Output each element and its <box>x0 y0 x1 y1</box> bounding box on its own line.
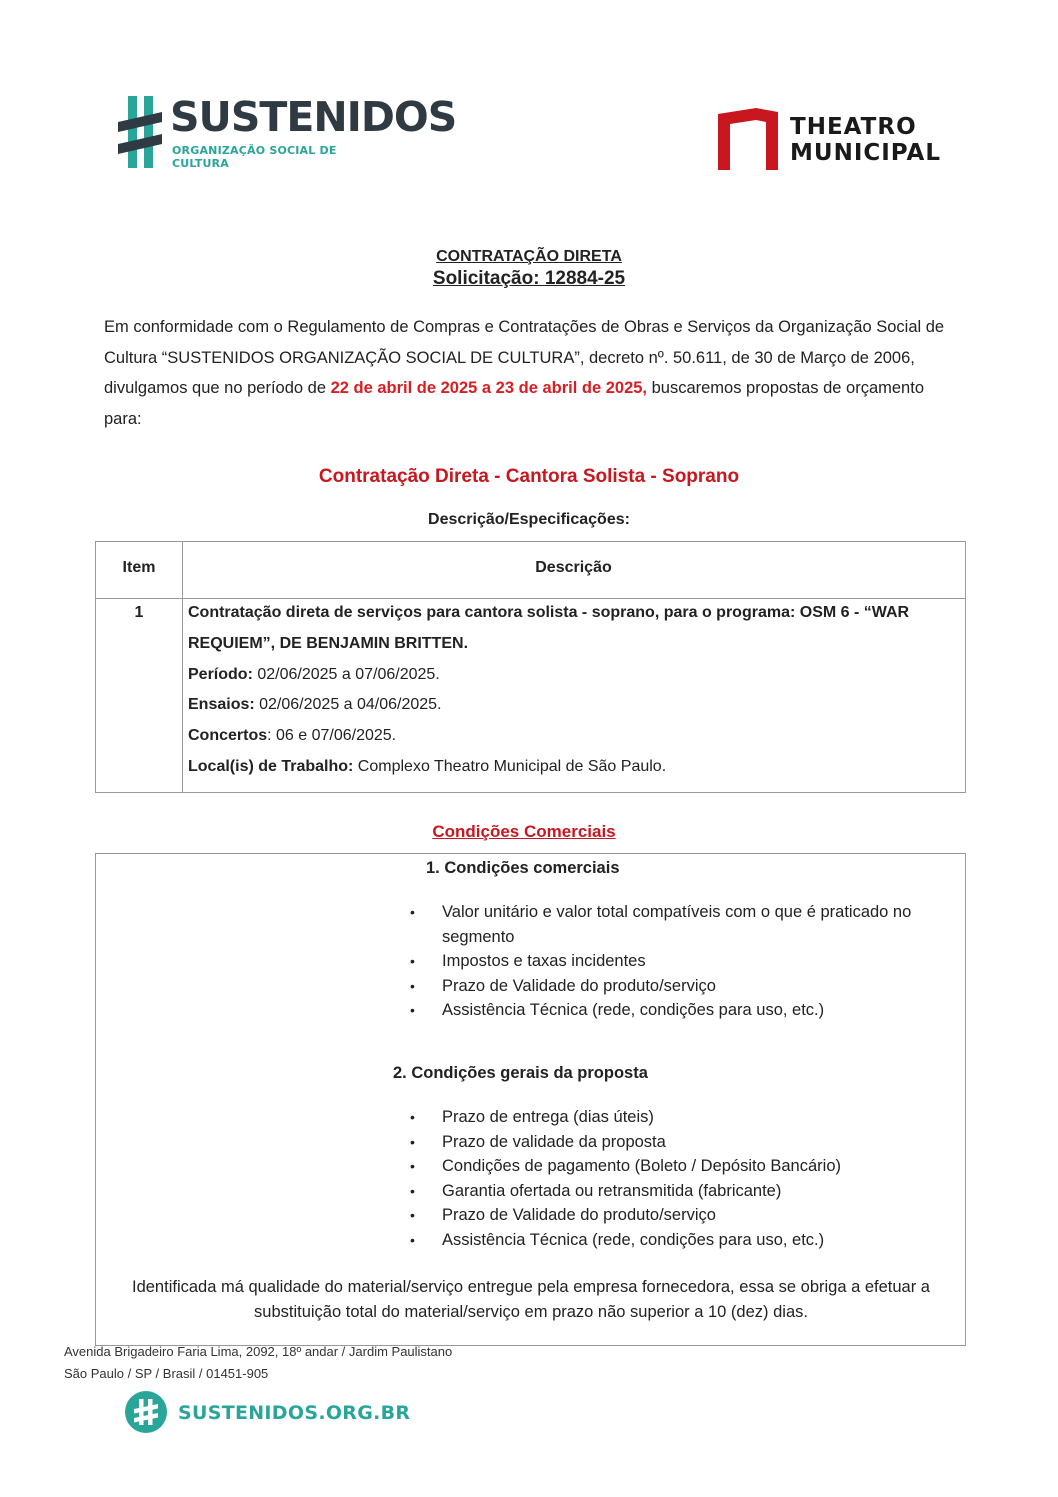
list-item: • Assistência Técnica (rede, condições para uso, etc.) <box>408 1228 958 1253</box>
request-number: Solicitação: 12884-25 <box>432 268 626 289</box>
subject-heading: Contratação Direta - Cantora Solista - Soprano <box>318 466 740 487</box>
list-item: • Valor unitário e valor total compatíveis com o que é praticado no segmento <box>408 900 958 949</box>
sustenidos-circle-hash-icon <box>124 1390 168 1434</box>
list-item: • Garantia ofertada ou retransmitida (fabricante) <box>408 1179 958 1204</box>
table-cell-description <box>188 598 957 783</box>
item-rehearsals: Ensaios: 02/06/2025 a 04/06/2025. <box>188 696 442 714</box>
conditions-section1-title: 1. Condições comerciais <box>426 859 620 877</box>
list-item: • Prazo de Validade do produto/serviço <box>408 974 958 999</box>
conditions-section2-list <box>408 1105 958 1253</box>
intro-paragraph <box>104 312 954 434</box>
footer-address-line2: São Paulo / SP / Brasil / 01451-905 <box>64 1366 269 1381</box>
item-table <box>95 541 966 793</box>
spec-heading: Descrição/Especificações: <box>428 511 630 528</box>
table-header-description: Descrição <box>535 559 612 576</box>
theatro-arch-icon <box>716 108 780 172</box>
table-header-item: Item <box>122 559 156 576</box>
theatro-logo-text <box>790 114 941 166</box>
theatro-logo-line2: MUNICIPAL <box>790 140 942 166</box>
theatro-municipal-logo <box>716 108 956 174</box>
intro-text-before: Em conformidade com o Regulamento de Compras e Contratações de Obras e Serviços da Organização Social de Cultura “SUSTENIDOS ORGANIZAÇÃO SOCIAL DE CULTURA”, decreto nº. 50.611, de 30 de Março de 2006, divulgamos que no período de <box>104 318 945 397</box>
conditions-section2-title: 2. Condições gerais da proposta <box>393 1064 648 1082</box>
list-item: • Prazo de entrega (dias úteis) <box>408 1105 958 1130</box>
sustenidos-logo-text: SUSTENIDOS <box>170 93 457 141</box>
table-column-divider <box>182 542 183 792</box>
item-location: Local(is) de Trabalho: Complexo Theatro Municipal de São Paulo. <box>188 757 667 775</box>
list-item: • Assistência Técnica (rede, condições para uso, etc.) <box>408 998 958 1023</box>
conditions-note: Identificada má qualidade do material/serviço entregue pela empresa fornecedora, essa se obriga a efetuar a substituição total do material/serviço em prazo não superior a 10 (dez) dias. <box>132 1278 930 1321</box>
footer-address-line1: Avenida Brigadeiro Faria Lima, 2092, 18º andar / Jardim Paulistano <box>64 1344 453 1359</box>
item-concerts: Concertos: 06 e 07/06/2025. <box>188 727 397 745</box>
list-item: • Prazo de Validade do produto/serviço <box>408 1203 958 1228</box>
item-period: Período: 02/06/2025 a 07/06/2025. <box>188 665 440 683</box>
footer-website-link[interactable]: SUSTENIDOS.ORG.BR <box>178 1402 411 1424</box>
list-item: • Prazo de validade da proposta <box>408 1130 958 1155</box>
footer-website-logo <box>124 1390 411 1436</box>
conditions-section1-list <box>408 900 958 1023</box>
item-description: Contratação direta de serviços para cantora solista - soprano, para o programa: OSM 6 - “WAR REQUIEM”, DE BENJAMIN BRITTEN. <box>188 604 910 652</box>
list-item: • Condições de pagamento (Boleto / Depósito Bancário) <box>408 1154 958 1179</box>
theatro-logo-line1: THEATRO <box>790 114 917 140</box>
conditions-title: Condições Comerciais <box>432 822 616 841</box>
list-item: • Impostos e taxas incidentes <box>408 949 958 974</box>
table-cell-item-number: 1 <box>134 604 144 621</box>
sustenidos-logo-subtitle: ORGANIZAÇÃO SOCIAL DE CULTURA <box>172 144 337 170</box>
sustenidos-hash-icon <box>116 92 164 172</box>
intro-period: 22 de abril de 2025 a 23 de abril de 2025, <box>330 379 648 397</box>
document-title: CONTRATAÇÃO DIRETA <box>436 248 622 265</box>
sustenidos-logo <box>116 92 457 172</box>
intro-text-after: buscaremos propostas de orçamento para: <box>104 379 924 428</box>
